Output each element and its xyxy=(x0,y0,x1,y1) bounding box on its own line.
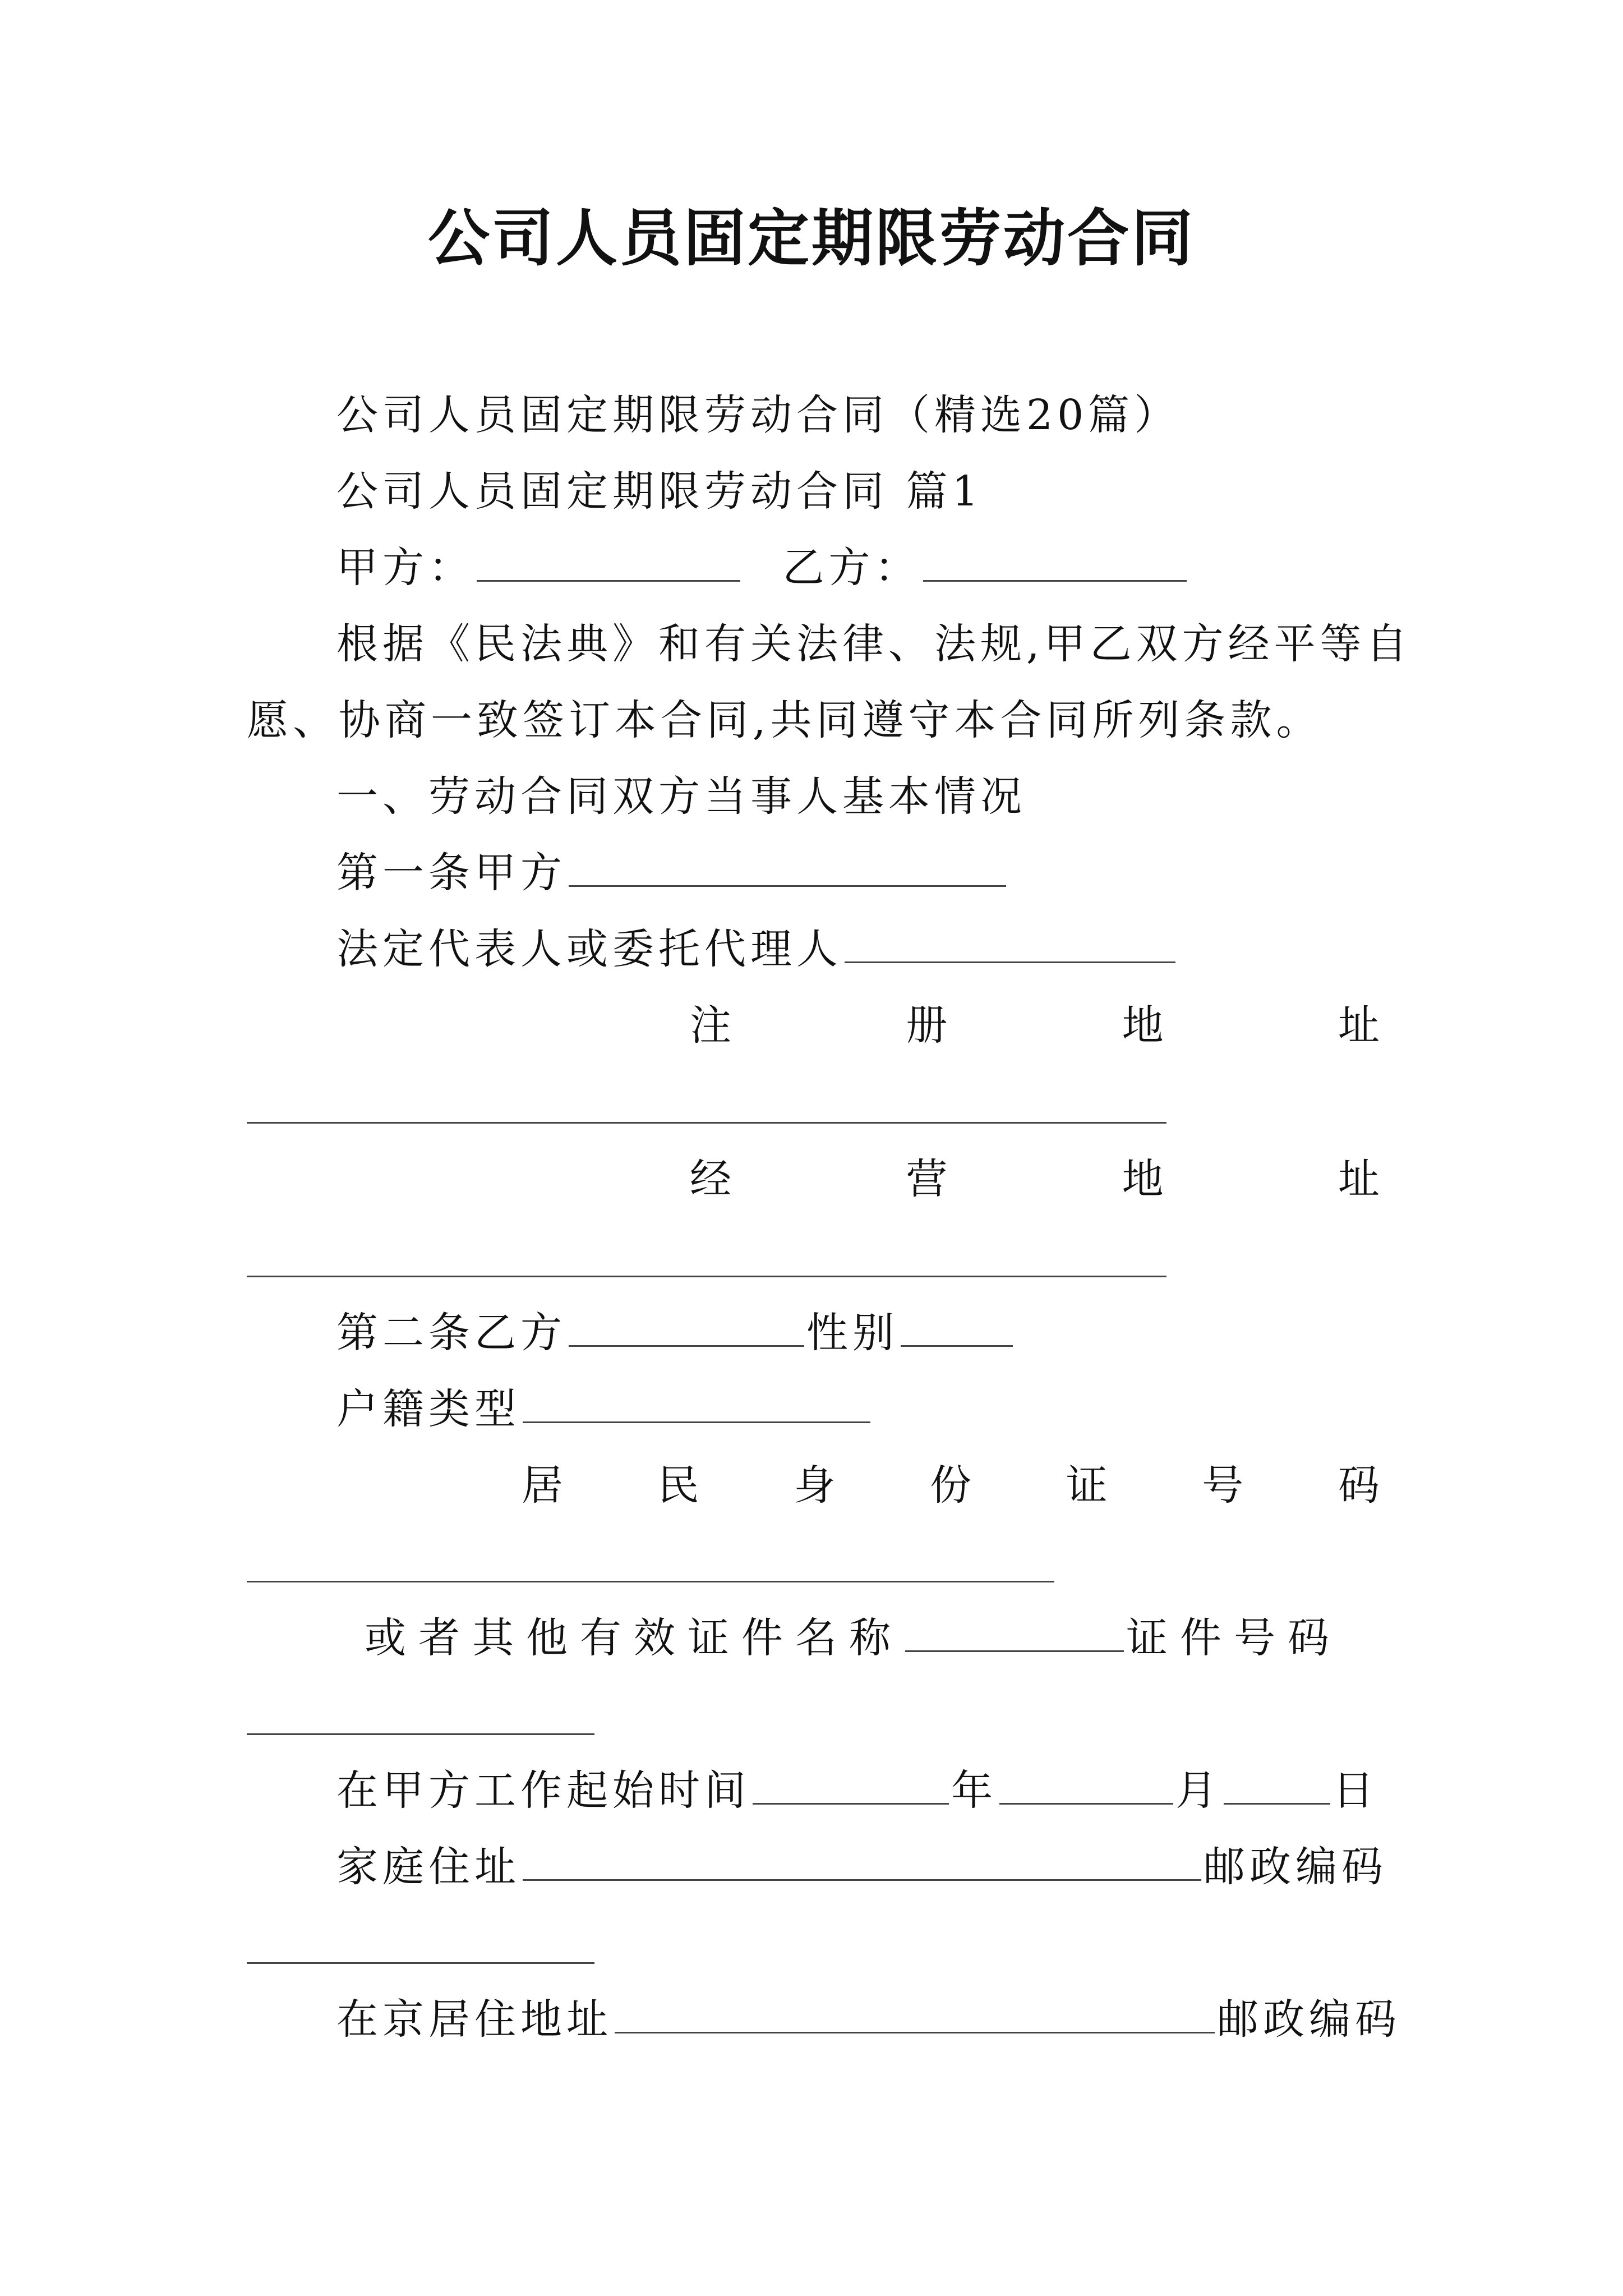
legal-rep-line xyxy=(336,921,1178,977)
party-b-label: 乙方： xyxy=(782,544,921,592)
other-id-name-label: 或者其他有效证件名称 xyxy=(365,1614,903,1662)
party-a-label: 甲方： xyxy=(336,544,474,592)
beijing-address-blank[interactable] xyxy=(615,1993,1215,2033)
legal-rep-label: 法定代表人或委托代理人 xyxy=(336,925,842,973)
business-address-blank[interactable] xyxy=(247,1276,1166,1277)
part-one-heading: 一、劳动合同双方当事人基本情况 xyxy=(336,772,1026,821)
other-id-line xyxy=(365,1610,1341,1666)
month-label: 月 xyxy=(1175,1766,1221,1815)
gender-blank[interactable] xyxy=(901,1306,1013,1347)
postcode-label: 邮政编码 xyxy=(1204,1843,1387,1891)
subtitle: 公司人员固定期限劳动合同（精选20篇） xyxy=(336,391,1181,439)
article-1-label: 第一条甲方 xyxy=(336,849,566,897)
party-b-blank[interactable] xyxy=(923,541,1187,582)
business-address-label: 经 营 地 址 xyxy=(690,1155,1380,1203)
intro-line-1: 根据《民法典》和有关法律、法规,甲乙双方经平等自 xyxy=(336,620,1412,668)
home-address-blank[interactable] xyxy=(523,1840,1201,1881)
id-number-label: 居 民 身 份 证 号 码 xyxy=(522,1461,1380,1510)
section-heading: 公司人员固定期限劳动合同 篇1 xyxy=(336,467,983,516)
party-b-name-blank[interactable] xyxy=(569,1306,804,1347)
party-a-blank[interactable] xyxy=(477,541,740,582)
id-no-label: 证件号码 xyxy=(1126,1614,1341,1662)
other-id-name-blank[interactable] xyxy=(905,1611,1124,1652)
home-address-line xyxy=(336,1839,1387,1895)
intro-line-2: 愿、协商一致签订本合同,共同遵守本合同所列条款。 xyxy=(247,696,1322,744)
registered-address-blank[interactable] xyxy=(247,1122,1166,1124)
start-time-line xyxy=(336,1763,1378,1819)
id-number-blank[interactable] xyxy=(247,1581,1054,1582)
party-a-name-blank[interactable] xyxy=(569,846,1006,887)
id-no-blank[interactable] xyxy=(247,1733,594,1735)
gender-label: 性别 xyxy=(806,1309,898,1357)
article-2-label: 第二条乙方 xyxy=(336,1309,566,1357)
hukou-blank[interactable] xyxy=(523,1382,870,1423)
parties-line xyxy=(336,540,1189,596)
year-label: 年 xyxy=(951,1766,997,1815)
hukou-label: 户籍类型 xyxy=(336,1385,520,1433)
registered-address-label: 注 册 地 址 xyxy=(690,1001,1380,1050)
start-time-label: 在甲方工作起始时间 xyxy=(336,1766,750,1815)
home-postcode-blank[interactable] xyxy=(247,1962,594,1964)
home-address-label: 家庭住址 xyxy=(336,1843,520,1891)
beijing-address-label: 在京居住地址 xyxy=(336,1995,612,2044)
article-1-line xyxy=(336,845,1008,901)
legal-rep-blank[interactable] xyxy=(845,922,1175,963)
day-label: 日 xyxy=(1332,1766,1378,1815)
beijing-address-line xyxy=(336,1991,1401,2047)
start-year-blank[interactable] xyxy=(753,1764,949,1805)
document-title: 公司人员固定期限劳动合同 xyxy=(428,202,1195,274)
start-month-blank[interactable] xyxy=(999,1764,1173,1805)
postcode-label-2: 邮政编码 xyxy=(1217,1995,1401,2044)
hukou-line xyxy=(336,1381,873,1437)
article-2-line xyxy=(336,1305,1015,1361)
start-day-blank[interactable] xyxy=(1224,1764,1330,1805)
